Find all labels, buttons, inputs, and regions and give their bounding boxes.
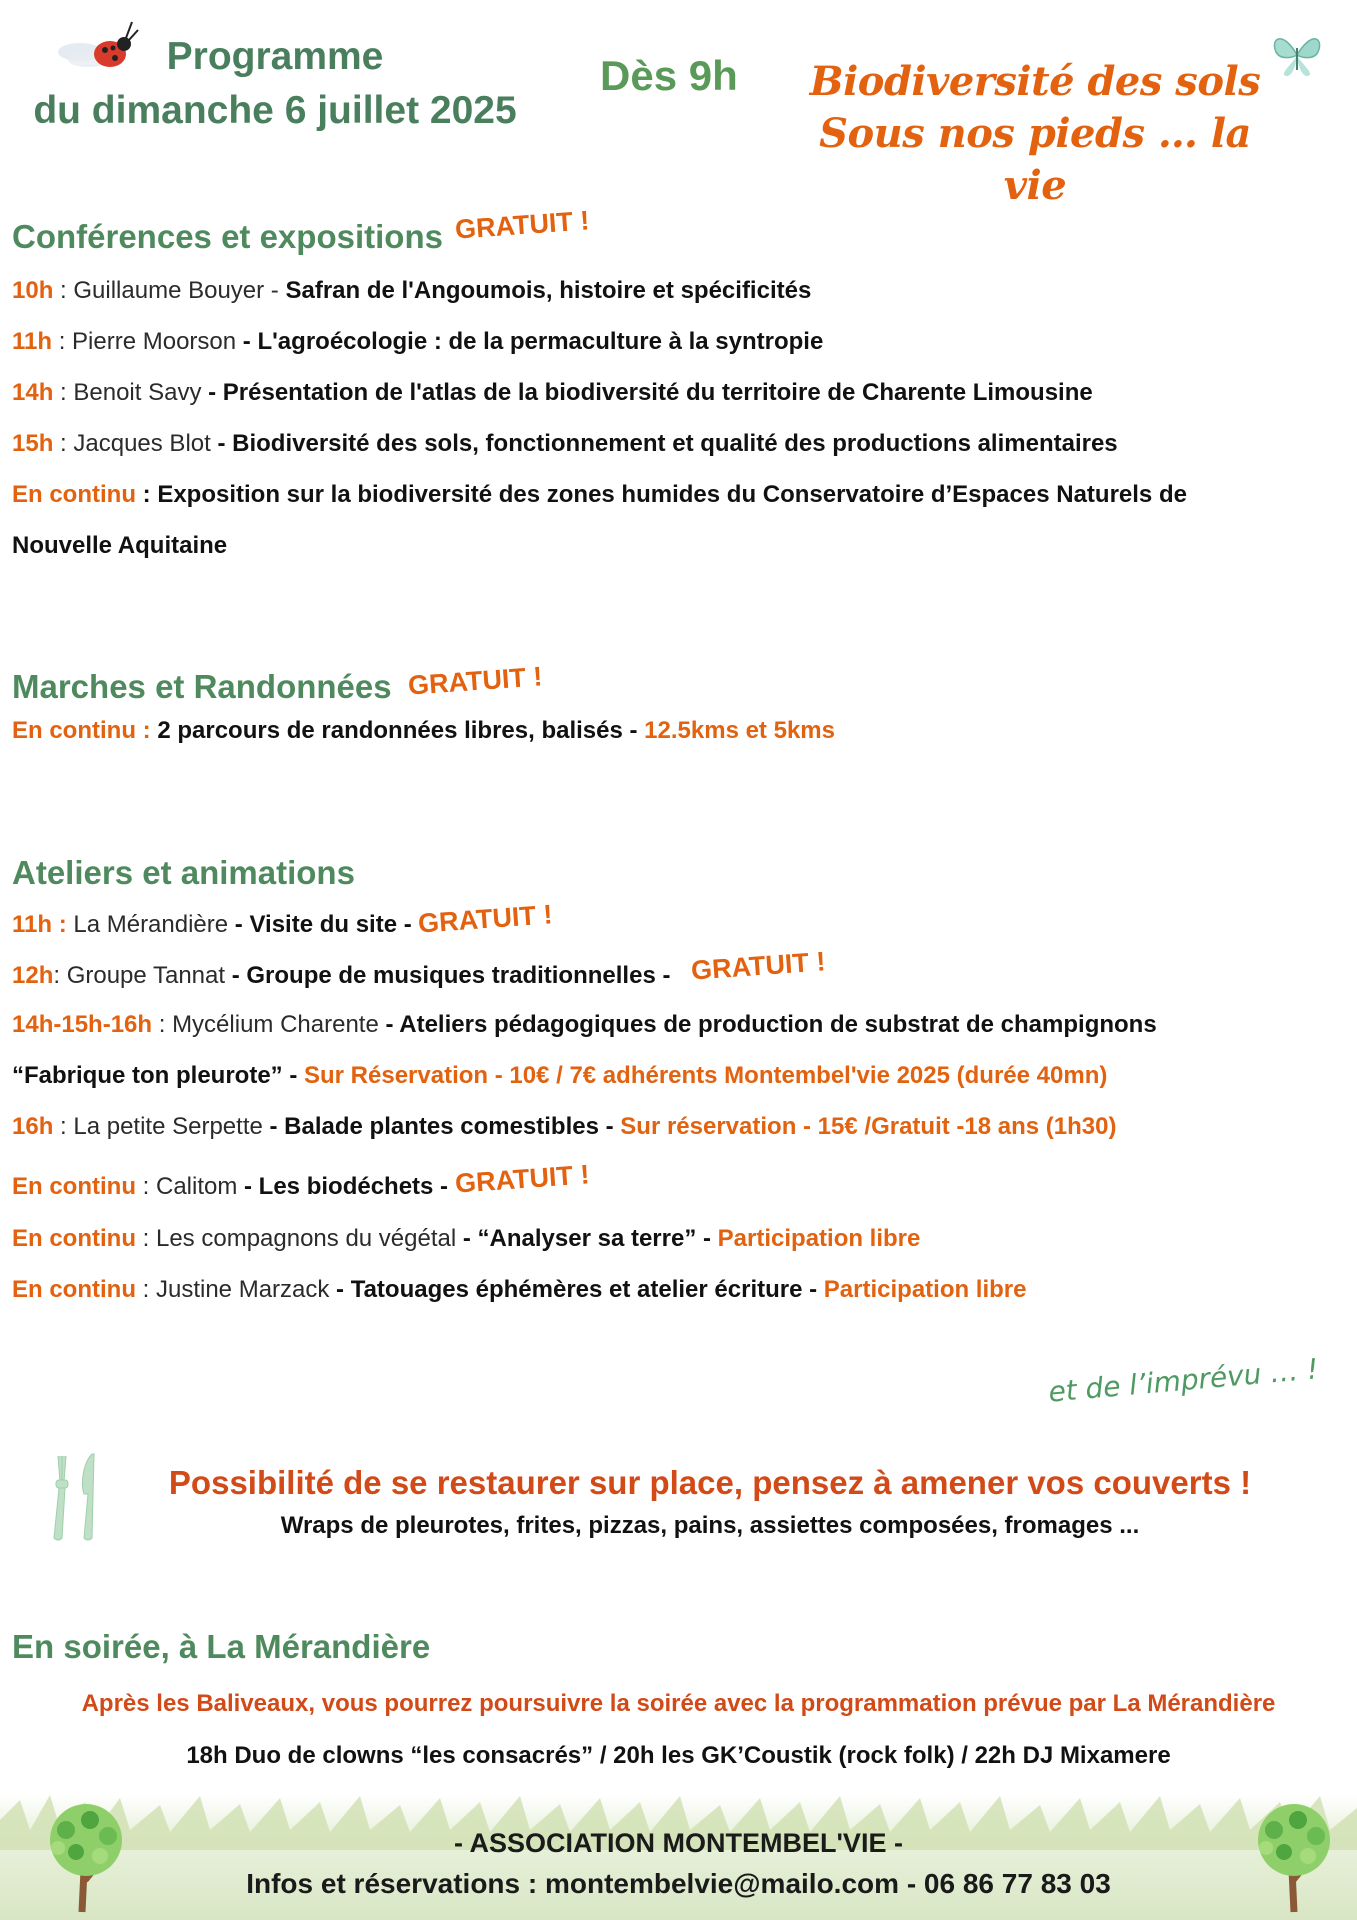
topic: - Présentation de l'atlas de la biodiversité du territoire de Charente Limousine (208, 379, 1093, 406)
price: Sur Réservation - 10€ / 7€ adhérents Montembel'vie 2025 (durée 40mn) (304, 1062, 1108, 1089)
topic: - Balade plantes comestibles - (269, 1113, 621, 1140)
speaker: Pierre Moorson (72, 328, 243, 355)
gratuit-badge: GRATUIT ! (417, 899, 554, 939)
food-title: Possibilité de se restaurer sur place, pensez à amener vos couverts ! (168, 1464, 1252, 1501)
speaker: : La petite Serpette (53, 1113, 270, 1140)
topic: - L'agroécologie : de la permaculture à la syntropie (242, 328, 824, 355)
time-label: 11h (12, 328, 53, 355)
topic: - Biodiversité des sols, fonctionnement et qualité des productions alimentaires (217, 430, 1118, 457)
time-label: En continu (12, 481, 136, 508)
time-label: 12h (12, 962, 54, 989)
price: Sur réservation - 15€ /Gratuit -18 ans (1h30) (620, 1113, 1117, 1140)
time-label: 16h (12, 1113, 54, 1140)
soiree-title: En soirée, à La Mérandière (12, 1628, 431, 1665)
list-item (12, 325, 823, 359)
list-item (12, 1273, 1027, 1307)
list-item (12, 1008, 1157, 1042)
price: Participation libre (717, 1225, 921, 1252)
marches-heading (12, 661, 544, 706)
list-item-continued (12, 529, 227, 563)
ateliers-title: Ateliers et animations (12, 854, 355, 891)
separator: : (53, 379, 74, 406)
price: Participation libre (823, 1276, 1027, 1303)
start-time: Dès 9h (600, 52, 738, 99)
butterfly-icon (1268, 30, 1326, 80)
speaker: : Mycélium Charente (152, 1011, 386, 1038)
list-item (12, 376, 1093, 410)
topic: “Fabrique ton pleurote” - (12, 1062, 304, 1089)
time-label: En continu (12, 1276, 136, 1303)
list-item (12, 714, 835, 748)
time-label: 11h : (12, 911, 74, 938)
list-item (12, 478, 1187, 512)
title-line2: du dimanche 6 juillet 2025 (33, 89, 517, 132)
theme-line1: Biodiversité des sols (809, 58, 1261, 105)
speaker: Benoit Savy (73, 379, 209, 406)
time-label: 14h (12, 379, 54, 406)
speaker: : Justine Marzack (135, 1276, 337, 1303)
gratuit-badge: GRATUIT ! (690, 946, 827, 986)
theme-title (800, 56, 1270, 212)
cutlery-icon (44, 1452, 106, 1544)
speaker: Guillaume Bouyer - (73, 277, 286, 304)
topic: - Ateliers pédagogiques de production de substrat de champignons (385, 1011, 1157, 1038)
speaker: : Les compagnons du végétal (135, 1225, 463, 1252)
soiree-intro: Après les Baliveaux, vous pourrez poursuivre la soirée avec la programmation prévue par La Mérandière (81, 1690, 1276, 1717)
gratuit-badge: GRATUIT ! (454, 205, 591, 245)
separator: : (53, 430, 74, 457)
topic: - Groupe de musiques traditionnelles - (231, 962, 678, 989)
topic: 2 parcours de randonnées libres, balisés - (150, 717, 645, 744)
time-label: 14h-15h-16h (12, 1011, 153, 1038)
topic: - Tatouages éphémères et atelier écriture - (336, 1276, 824, 1303)
topic: - “Analyser sa terre” - (462, 1225, 718, 1252)
time-label: 15h (12, 430, 54, 457)
conferences-title: Conférences et expositions (12, 218, 443, 255)
conferences-heading (12, 205, 591, 256)
time-label: En continu : (12, 717, 151, 744)
speaker: : Groupe Tannat (53, 962, 232, 989)
food-menu: Wraps de pleurotes, frites, pizzas, pains, assiettes composées, fromages ... (280, 1512, 1140, 1539)
separator: : (53, 277, 74, 304)
footer-association: - ASSOCIATION MONTEMBEL'VIE - (454, 1828, 903, 1858)
programme-title (30, 30, 520, 138)
separator: : (52, 328, 73, 355)
time-label: En continu (12, 1173, 136, 1200)
list-item-continued (12, 1059, 1107, 1093)
time-label: 10h (12, 277, 54, 304)
list-item (12, 899, 554, 942)
list-item (12, 1222, 920, 1256)
list-item (12, 274, 811, 308)
speaker: Jacques Blot (73, 430, 218, 457)
list-item (12, 946, 827, 993)
distance: 12.5kms et 5kms (644, 717, 835, 744)
topic: - Les biodéchets - (244, 1173, 455, 1200)
speaker: La Mérandière (73, 911, 235, 938)
marches-title: Marches et Randonnées (12, 668, 392, 705)
topic: Safran de l'Angoumois, histoire et spécificités (285, 277, 812, 304)
imprevu-note: et de l’imprévu … ! (1047, 1352, 1320, 1409)
list-item (12, 1159, 591, 1204)
title-line1: Programme (166, 35, 384, 78)
list-item (12, 427, 1118, 461)
topic: : Exposition sur la biodiversité des zones humides du Conservatoire d’Espaces Naturels de (135, 481, 1187, 508)
time-label: En continu (12, 1225, 136, 1252)
theme-line2: Sous nos pieds … la vie (819, 110, 1251, 209)
gratuit-badge: GRATUIT ! (407, 661, 544, 701)
gratuit-badge: GRATUIT ! (453, 1159, 591, 1199)
topic: Nouvelle Aquitaine (12, 532, 228, 559)
list-item (12, 1110, 1116, 1144)
topic: - Visite du site - (234, 911, 419, 938)
speaker: : Calitom (135, 1173, 245, 1200)
soiree-program: 18h Duo de clowns “les consacrés” / 20h les GK’Coustik (rock folk) / 22h DJ Mixamere (186, 1742, 1171, 1769)
footer-contact: Infos et réservations : montembelvie@mailo.com - 06 86 77 83 03 (246, 1868, 1111, 1899)
